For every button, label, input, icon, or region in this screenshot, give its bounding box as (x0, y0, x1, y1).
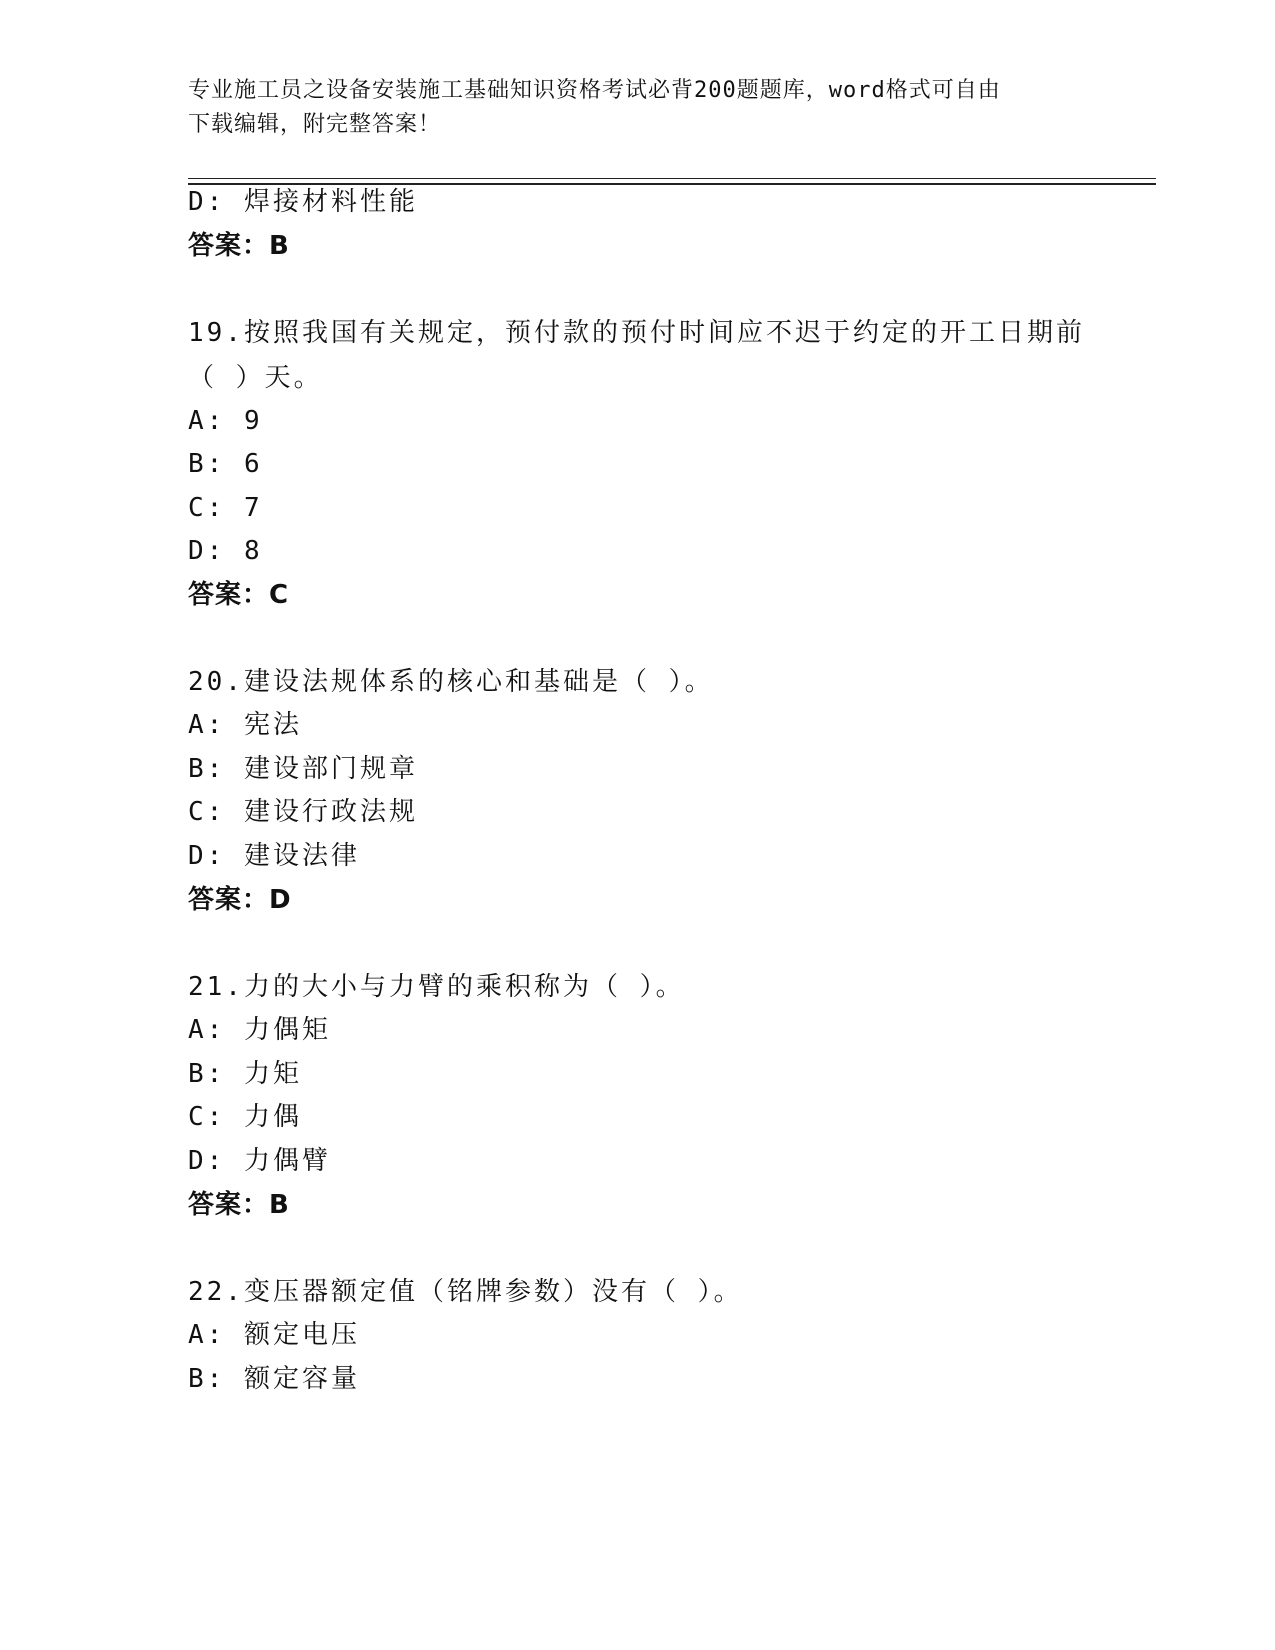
header-line-1: 专业施工员之设备安装施工基础知识资格考试必背200题题库，word格式可自由 (188, 78, 1001, 103)
q21-option-b: B: 力矩 (188, 1059, 302, 1089)
header-divider-thin (188, 178, 1156, 179)
prev-answer: 答案：B (188, 231, 290, 261)
q19-option-b: B: 6 (188, 449, 263, 479)
q19-option-c: C: 7 (188, 493, 263, 523)
q20-stem: 20.建设法规体系的核心和基础是（ ）。 (188, 667, 714, 697)
q20-option-b: B: 建设部门规章 (188, 754, 418, 784)
q22-stem: 22.变压器额定值（铭牌参数）没有（ ）。 (188, 1277, 743, 1307)
prev-option-d: D: 焊接材料性能 (188, 187, 418, 217)
header-line-2: 下载编辑，附完整答案！ (188, 112, 442, 137)
q21-option-c: C: 力偶 (188, 1102, 302, 1132)
q20-answer: 答案：D (188, 885, 292, 915)
q21-answer: 答案：B (188, 1190, 290, 1220)
q19-answer: 答案：C (188, 580, 290, 610)
q22-option-b: B: 额定容量 (188, 1364, 360, 1394)
document-header (188, 74, 1088, 142)
q22-option-a: A: 额定电压 (188, 1320, 360, 1350)
q20-option-c: C: 建设行政法规 (188, 797, 418, 827)
q19-option-a: A: 9 (188, 406, 263, 436)
q20-option-a: A: 宪法 (188, 710, 302, 740)
q21-stem: 21.力的大小与力臂的乘积称为（ ）。 (188, 972, 685, 1002)
q19-stem-line-2: （ ）天。 (188, 363, 323, 393)
q19-stem-line-1: 19.按照我国有关规定，预付款的预付时间应不迟于约定的开工日期前 (188, 318, 1085, 348)
q21-option-a: A: 力偶矩 (188, 1015, 331, 1045)
q20-option-d: D: 建设法律 (188, 841, 360, 871)
q21-option-d: D: 力偶臂 (188, 1146, 331, 1176)
q19-option-d: D: 8 (188, 536, 263, 566)
